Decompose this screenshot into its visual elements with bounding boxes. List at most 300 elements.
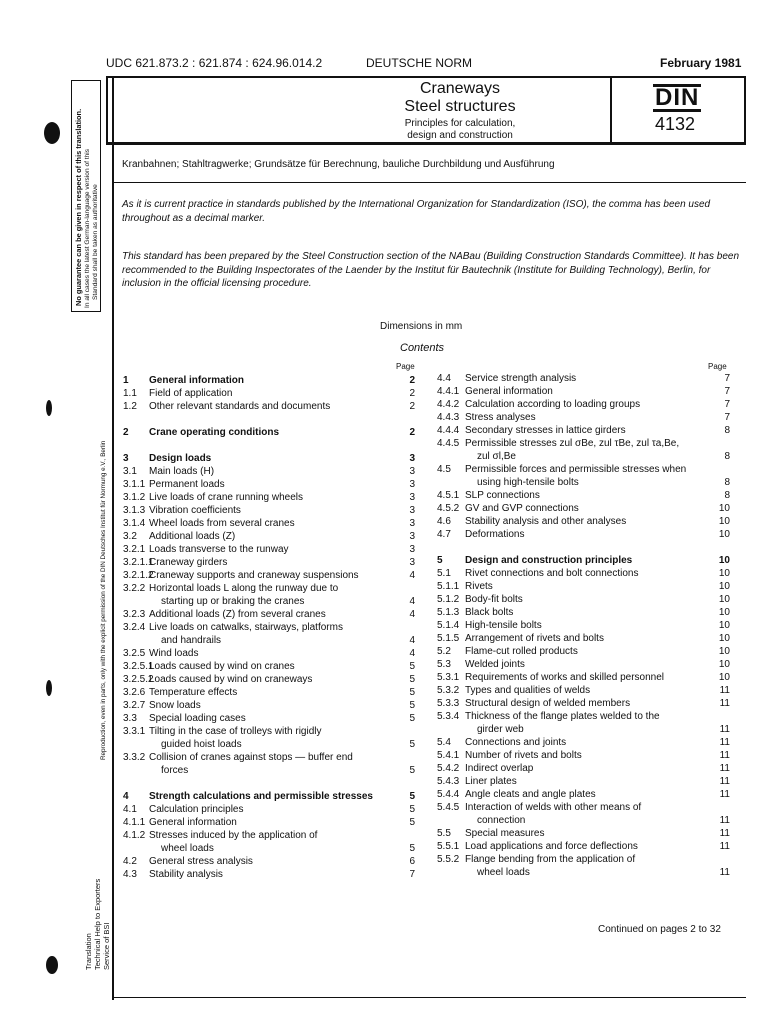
toc-entry-title: Indirect overlap xyxy=(465,763,534,774)
toc-entry-number: 5.3.2 xyxy=(437,685,460,696)
toc-entry xyxy=(123,608,415,621)
toc-entry-number: 4.4 xyxy=(437,373,451,384)
toc-entry xyxy=(437,528,730,541)
toc-entry xyxy=(123,790,415,803)
toc-entry xyxy=(123,868,415,881)
toc-entry-title: Structural design of welded members xyxy=(465,698,631,709)
toc-entry xyxy=(437,593,730,606)
toc-entry-page: 11 xyxy=(719,763,730,774)
toc-entry xyxy=(437,424,730,437)
toc-entry-number: 3.2 xyxy=(123,531,137,542)
toc-entry-title: Collision of cranes against stops — buffer end xyxy=(149,752,353,763)
toc-entry-number: 3.1 xyxy=(123,466,137,477)
toc-left-column xyxy=(123,374,415,881)
din-logo: DIN xyxy=(655,84,700,111)
toc-entry-title: connection xyxy=(477,815,526,826)
toc-entry xyxy=(123,712,415,725)
toc-entry xyxy=(123,686,415,699)
toc-entry-page: 5 xyxy=(409,804,415,815)
toc-entry-page: 7 xyxy=(724,386,730,397)
toc-entry xyxy=(437,476,730,489)
toc-entry-title: Loads caused by wind on cranes xyxy=(149,661,295,672)
toc-entry-title: Thickness of the flange plates welded to the xyxy=(465,711,660,722)
toc-entry xyxy=(437,788,730,801)
toc-entry xyxy=(437,775,730,788)
toc-entry-page: 10 xyxy=(718,659,730,670)
toc-entry-page: 11 xyxy=(719,685,730,696)
toc-entry-number: 5.1 xyxy=(437,568,451,579)
toc-entry-title: Rivets xyxy=(465,581,493,592)
toc-entry xyxy=(123,387,415,400)
toc-entry xyxy=(123,725,415,738)
toc-entry-number: 3.2.2 xyxy=(123,583,146,594)
toc-entry-title: Craneway supports and craneway suspensions xyxy=(149,570,359,581)
toc-entry xyxy=(437,866,730,879)
toc-entry-title: wheel loads xyxy=(477,867,530,878)
toc-entry-page: 11 xyxy=(719,828,730,839)
toc-entry-number: 3.2.5 xyxy=(123,648,146,659)
toc-entry xyxy=(437,437,730,450)
subtitle-line-1: Principles for calculation, xyxy=(404,118,516,129)
page-header-right: Page xyxy=(708,362,727,371)
toc-entry-title: Interaction of welds with other means of xyxy=(465,802,642,813)
toc-entry-title: Calculation according to loading groups xyxy=(465,399,641,410)
toc-entry xyxy=(437,658,730,671)
toc-entry-title: Craneway girders xyxy=(149,557,228,568)
toc-entry-title: Strength calculations and permissible stresses xyxy=(149,791,373,802)
toc-entry-number: 5.4 xyxy=(437,737,451,748)
guarantee-notice: No guarantee can be given in respect of this translation. xyxy=(74,108,83,306)
toc-entry-title: and handrails xyxy=(161,635,222,646)
toc-entry xyxy=(437,463,730,476)
toc-entry xyxy=(437,853,730,866)
binder-hole-2 xyxy=(46,400,52,416)
toc-entry xyxy=(123,504,415,517)
toc-entry-page: 8 xyxy=(724,425,730,436)
toc-entry xyxy=(123,621,415,634)
toc-entry xyxy=(123,855,415,868)
title-box xyxy=(106,76,746,144)
toc-entry-number: 4.5 xyxy=(437,464,451,475)
toc-entry-number: 5.1.5 xyxy=(437,633,460,644)
toc-entry-page: 11 xyxy=(719,789,730,800)
toc-entry xyxy=(123,582,415,595)
toc-entry-number: 5.1.4 xyxy=(437,620,460,631)
toc-entry xyxy=(437,814,730,827)
toc-entry-page: 7 xyxy=(724,412,730,423)
toc-entry-title: Deformations xyxy=(465,529,525,540)
toc-entry xyxy=(123,517,415,530)
toc-entry-page: 3 xyxy=(409,518,415,529)
toc-entry-number: 1.2 xyxy=(123,401,137,412)
toc-entry-page: 11 xyxy=(719,867,730,878)
toc-entry-number: 3.1.2 xyxy=(123,492,146,503)
toc-entry-number: 5.5.1 xyxy=(437,841,460,852)
toc-entry-page: 10 xyxy=(718,503,730,514)
toc-entry-title: Loads caused by wind on craneways xyxy=(149,674,313,685)
toc-entry-title: Live loads on catwalks, stairways, platforms xyxy=(149,622,343,633)
toc-entry-number: 3 xyxy=(123,453,129,464)
toc-entry-page: 3 xyxy=(409,453,415,464)
toc-entry-page: 5 xyxy=(409,713,415,724)
binder-hole-1 xyxy=(44,122,60,144)
translation-label: Translation xyxy=(84,933,93,970)
toc-entry-page: 5 xyxy=(409,700,415,711)
toc-entry-number: 4.3 xyxy=(123,869,137,880)
toc-entry-number: 5.1.3 xyxy=(437,607,460,618)
toc-entry xyxy=(123,426,415,439)
toc-entry xyxy=(123,569,415,582)
toc-entry-title: Load applications and force deflections xyxy=(465,841,638,852)
binder-hole-3 xyxy=(46,680,52,696)
toc-entry-page: 5 xyxy=(409,765,415,776)
toc-entry xyxy=(437,489,730,502)
toc-entry-title: Stability analysis xyxy=(149,869,223,880)
toc-entry-page: 3 xyxy=(409,505,415,516)
toc-entry-page: 10 xyxy=(718,672,730,683)
toc-entry xyxy=(123,803,415,816)
toc-entry-number: 4.5.1 xyxy=(437,490,460,501)
toc-entry-number: 4.6 xyxy=(437,516,451,527)
udc-code: UDC 621.873.2 : 621.874 : 624.96.014.2 xyxy=(106,56,323,70)
toc-entry-page: 3 xyxy=(409,466,415,477)
toc-entry-title: Flame-cut rolled products xyxy=(465,646,578,657)
toc-entry xyxy=(437,827,730,840)
toc-entry xyxy=(437,450,730,463)
toc-entry-number: 3.2.6 xyxy=(123,687,146,698)
rule-below-german xyxy=(112,182,746,183)
toc-entry xyxy=(123,543,415,556)
toc-entry xyxy=(437,723,730,736)
toc-entry-page: 3 xyxy=(409,544,415,555)
toc-entry-number: 2 xyxy=(123,427,129,438)
toc-entry-page: 10 xyxy=(718,581,730,592)
toc-gap xyxy=(123,777,415,790)
toc-entry xyxy=(123,530,415,543)
toc-entry-page: 11 xyxy=(719,737,730,748)
toc-entry-title: Horizontal loads L along the runway due to xyxy=(149,583,339,594)
toc-entry-page: 11 xyxy=(719,750,730,761)
toc-entry-page: 11 xyxy=(719,724,730,735)
toc-entry-number: 5.4.1 xyxy=(437,750,460,761)
toc-entry xyxy=(437,398,730,411)
toc-entry-page: 8 xyxy=(724,477,730,488)
toc-entry xyxy=(123,595,415,608)
toc-entry-page: 4 xyxy=(409,570,415,581)
toc-entry-page: 4 xyxy=(409,635,415,646)
toc-entry-page: 7 xyxy=(409,869,415,880)
toc-entry-page: 3 xyxy=(409,557,415,568)
toc-entry xyxy=(437,801,730,814)
deutsche-norm: DEUTSCHE NORM xyxy=(366,56,473,70)
toc-entry-title: General information xyxy=(465,386,553,397)
toc-entry-title: Calculation principles xyxy=(149,804,244,815)
toc-entry-page: 4 xyxy=(409,609,415,620)
toc-entry-number: 3.3.2 xyxy=(123,752,146,763)
toc-entry-page: 4 xyxy=(409,596,415,607)
toc-entry xyxy=(437,502,730,515)
toc-entry xyxy=(123,738,415,751)
toc-entry-number: 3.2.1.2 xyxy=(123,570,154,581)
toc-entry xyxy=(437,567,730,580)
continued-note: Continued on pages 2 to 32 xyxy=(598,924,721,935)
translation-help: Technical Help to Exporters xyxy=(93,878,102,970)
toc-entry xyxy=(437,710,730,723)
title-line-1: Craneways xyxy=(419,80,501,97)
toc-entry xyxy=(437,840,730,853)
toc-entry-title: Arrangement of rivets and bolts xyxy=(465,633,604,644)
toc-entry-number: 3.2.4 xyxy=(123,622,146,633)
decimal-note: As it is current practice in standards published by the International Organization for Standardization (ISO), the comma has been used throughout as a decimal marker. xyxy=(122,199,711,224)
toc-entry-title: Welded joints xyxy=(465,659,525,670)
toc-entry-number: 1.1 xyxy=(123,388,137,399)
toc-entry-title: Design loads xyxy=(149,453,212,464)
toc-entry xyxy=(123,699,415,712)
toc-gap xyxy=(123,439,415,452)
contents-heading: Contents xyxy=(400,342,445,354)
toc-entry xyxy=(437,411,730,424)
toc-entry-page: 10 xyxy=(718,620,730,631)
toc-entry-number: 5.1.1 xyxy=(437,581,460,592)
toc-entry-title: Stress analyses xyxy=(465,412,536,423)
toc-entry xyxy=(123,816,415,829)
toc-entry-number: 3.2.5.1 xyxy=(123,661,154,672)
toc-entry-page: 11 xyxy=(719,698,730,709)
toc-entry-page: 10 xyxy=(718,555,730,566)
toc-entry-page: 6 xyxy=(409,856,415,867)
toc-entry-number: 5.5.2 xyxy=(437,854,460,865)
toc-entry-title: Additional loads (Z) xyxy=(149,531,236,542)
title-line-2: Steel structures xyxy=(404,98,516,115)
toc-entry-title: Field of application xyxy=(149,388,233,399)
toc-entry-page: 3 xyxy=(409,479,415,490)
toc-entry-title: Secondary stresses in lattice girders xyxy=(465,425,626,436)
toc-entry-number: 3.2.1 xyxy=(123,544,146,555)
toc-entry-number: 4.1.1 xyxy=(123,817,146,828)
toc-entry-page: 3 xyxy=(409,492,415,503)
toc-entry-title: High-tensile bolts xyxy=(465,620,542,631)
toc-entry xyxy=(437,606,730,619)
toc-entry-page: 10 xyxy=(718,633,730,644)
toc-entry xyxy=(437,632,730,645)
translation-bsi: Service of BSI xyxy=(102,922,111,970)
publication-date: February 1981 xyxy=(660,56,742,70)
toc-entry-number: 5.4.5 xyxy=(437,802,460,813)
toc-entry-number: 4.4.4 xyxy=(437,425,460,436)
toc-entry-title: General information xyxy=(149,817,237,828)
toc-entry-number: 3.1.4 xyxy=(123,518,146,529)
toc-entry-number: 5.2 xyxy=(437,646,451,657)
toc-entry-title: General information xyxy=(149,375,245,386)
binder-hole-4 xyxy=(46,956,58,974)
toc-entry-number: 5.4.2 xyxy=(437,763,460,774)
preparation-note: This standard has been prepared by the Steel Construction section of the NABau (Building Construction Standards Committee). It has been recommended to the Building Inspectorates of the Laender by the Institut für Bautechnik (Institute for Building Technology), Berlin, for inclusion in the official licensing procedure. xyxy=(122,251,740,289)
toc-entry xyxy=(123,556,415,569)
toc-entry-title: Special measures xyxy=(465,828,545,839)
toc-entry-title: Number of rivets and bolts xyxy=(465,750,582,761)
toc-entry-number: 4.4.3 xyxy=(437,412,460,423)
toc-entry xyxy=(437,671,730,684)
toc-entry-page: 4 xyxy=(409,648,415,659)
toc-entry-title: Stability analysis and other analyses xyxy=(465,516,627,527)
toc-entry-title: SLP connections xyxy=(465,490,540,501)
toc-entry-page: 5 xyxy=(409,661,415,672)
toc-entry-title: Wind loads xyxy=(149,648,199,659)
toc-entry-page: 7 xyxy=(724,373,730,384)
toc-entry xyxy=(437,580,730,593)
toc-entry-number: 3.1.1 xyxy=(123,479,146,490)
toc-entry-page: 10 xyxy=(718,516,730,527)
toc-entry-page: 2 xyxy=(409,427,415,438)
toc-entry-page: 5 xyxy=(409,674,415,685)
standard-number: 4132 xyxy=(655,114,696,134)
toc-entry-number: 4.5.2 xyxy=(437,503,460,514)
toc-entry-page: 10 xyxy=(718,568,730,579)
toc-entry xyxy=(123,465,415,478)
toc-entry-title: Rivet connections and bolt connections xyxy=(465,568,639,579)
toc-entry xyxy=(437,762,730,775)
toc-entry xyxy=(123,647,415,660)
dimensions-note: Dimensions in mm xyxy=(380,321,463,332)
toc-entry-page: 5 xyxy=(409,817,415,828)
toc-entry xyxy=(437,736,730,749)
toc-entry-title: Angle cleats and angle plates xyxy=(465,789,596,800)
toc-entry-title: Stresses induced by the application of xyxy=(149,830,318,841)
toc-right-column xyxy=(437,372,730,879)
toc-entry xyxy=(123,478,415,491)
toc-entry-number: 5.4.4 xyxy=(437,789,460,800)
toc-entry-title: Main loads (H) xyxy=(149,466,215,477)
toc-entry-title: Liner plates xyxy=(465,776,517,787)
subtitle-line-2: design and construction xyxy=(407,130,513,141)
toc-entry xyxy=(123,673,415,686)
toc-entry-number: 4.1 xyxy=(123,804,137,815)
toc-entry xyxy=(123,751,415,764)
toc-entry-title: using high-tensile bolts xyxy=(477,477,579,488)
toc-entry-number: 5.5 xyxy=(437,828,451,839)
toc-entry-number: 4.4.2 xyxy=(437,399,460,410)
toc-entry-title: starting up or braking the cranes xyxy=(161,596,305,607)
toc-entry-title: Types and qualities of welds xyxy=(465,685,591,696)
toc-entry-title: Permissible forces and permissible stresses when xyxy=(465,464,687,475)
toc-entry xyxy=(123,764,415,777)
toc-entry-page: 8 xyxy=(724,490,730,501)
toc-entry-title: Loads transverse to the runway xyxy=(149,544,289,555)
toc-entry-number: 4.1.2 xyxy=(123,830,146,841)
toc-entry-title: Wheel loads from several cranes xyxy=(149,518,295,529)
toc-entry-page: 5 xyxy=(409,687,415,698)
toc-entry-page: 11 xyxy=(719,815,730,826)
toc-entry-page: 5 xyxy=(409,739,415,750)
rule-below-title xyxy=(106,144,746,145)
toc-entry xyxy=(437,749,730,762)
toc-entry xyxy=(437,619,730,632)
toc-entry xyxy=(437,645,730,658)
toc-entry-number: 4.4.1 xyxy=(437,386,460,397)
toc-entry-title: forces xyxy=(161,765,189,776)
toc-entry-title: Crane operating conditions xyxy=(149,427,280,438)
toc-entry-title: Tilting in the case of trolleys with rigidly xyxy=(149,726,322,737)
toc-entry-page: 7 xyxy=(724,399,730,410)
toc-entry-number: 5.3.3 xyxy=(437,698,460,709)
toc-entry-title: zul σl,Be xyxy=(477,451,516,462)
toc-entry xyxy=(123,842,415,855)
toc-entry-page: 2 xyxy=(409,388,415,399)
toc-entry xyxy=(437,554,730,567)
toc-entry-page: 10 xyxy=(718,529,730,540)
toc-entry-number: 5.3 xyxy=(437,659,451,670)
toc-entry-number: 5.3.1 xyxy=(437,672,460,683)
toc-entry-title: Permanent loads xyxy=(149,479,225,490)
toc-gap xyxy=(123,413,415,426)
toc-entry xyxy=(437,697,730,710)
toc-entry xyxy=(123,829,415,842)
toc-entry-number: 4.2 xyxy=(123,856,137,867)
toc-entry-title: Vibration coefficients xyxy=(149,505,241,516)
toc-entry-title: Black bolts xyxy=(465,607,514,618)
toc-entry-page: 10 xyxy=(718,646,730,657)
toc-entry-title: Additional loads (Z) from several cranes xyxy=(149,609,326,620)
toc-entry-title: Design and construction principles xyxy=(465,555,633,566)
toc-entry xyxy=(123,660,415,673)
toc-entry-number: 3.2.5.2 xyxy=(123,674,154,685)
toc-entry-number: 4 xyxy=(123,791,129,802)
toc-entry-title: Connections and joints xyxy=(465,737,567,748)
toc-entry-title: Body-fit bolts xyxy=(465,594,523,605)
toc-entry-page: 5 xyxy=(409,791,415,802)
toc-entry-number: 4.7 xyxy=(437,529,451,540)
toc-entry-page: 8 xyxy=(724,451,730,462)
toc-gap xyxy=(437,541,730,554)
toc-entry-title: wheel loads xyxy=(161,843,214,854)
toc-entry xyxy=(123,374,415,387)
toc-entry-number: 4.4.5 xyxy=(437,438,460,449)
toc-entry xyxy=(437,385,730,398)
toc-entry-title: Temperature effects xyxy=(149,687,238,698)
toc-entry-number: 3.3 xyxy=(123,713,137,724)
toc-entry-title: Other relevant standards and documents xyxy=(149,401,331,412)
toc-entry-title: Requirements of works and skilled personnel xyxy=(465,672,664,683)
toc-entry xyxy=(437,684,730,697)
toc-entry-title: Live loads of crane running wheels xyxy=(149,492,303,503)
toc-entry-page: 11 xyxy=(719,841,730,852)
toc-entry-title: General stress analysis xyxy=(149,856,253,867)
toc-entry-number: 5.4.3 xyxy=(437,776,460,787)
toc-entry-title: Special loading cases xyxy=(149,713,246,724)
toc-entry-title: GV and GVP connections xyxy=(465,503,579,514)
toc-entry-title: Flange bending from the application of xyxy=(465,854,636,865)
toc-entry-page: 5 xyxy=(409,843,415,854)
toc-entry-number: 1 xyxy=(123,375,129,386)
toc-entry-title: Service strength analysis xyxy=(465,373,577,384)
toc-entry xyxy=(123,452,415,465)
bottom-rule xyxy=(112,997,746,998)
toc-entry xyxy=(123,491,415,504)
toc-entry-number: 5.3.4 xyxy=(437,711,460,722)
toc-entry-page: 2 xyxy=(409,401,415,412)
toc-entry-number: 3.3.1 xyxy=(123,726,146,737)
toc-entry xyxy=(123,634,415,647)
reproduction-notice: Reproduction, even in parts, only with the explicit permission of the DIN Deutsches Institut für Normung e.V., Berlin xyxy=(100,440,107,760)
margin-rule xyxy=(112,76,114,1000)
toc-entry-number: 5.1.2 xyxy=(437,594,460,605)
toc-entry xyxy=(437,372,730,385)
toc-entry-number: 3.2.1.1 xyxy=(123,557,154,568)
toc-entry-page: 3 xyxy=(409,531,415,542)
toc-entry-page: 10 xyxy=(718,594,730,605)
toc-entry-number: 3.1.3 xyxy=(123,505,146,516)
toc-entry-page: 2 xyxy=(409,375,415,386)
